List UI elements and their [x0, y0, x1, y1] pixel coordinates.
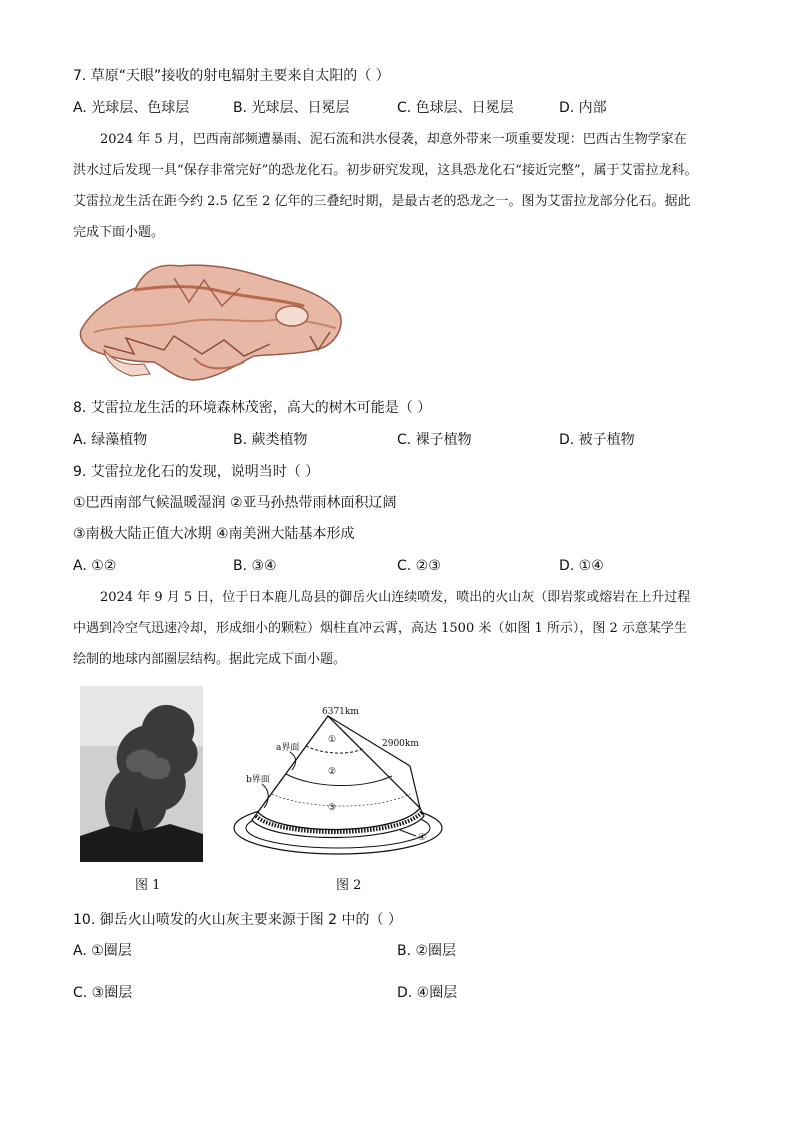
- q8-option-a: A. 绿藻植物: [73, 432, 148, 448]
- q9-option-b: B. ③④: [233, 558, 277, 574]
- interface-b-label: b界面: [246, 775, 270, 785]
- q10-option-d: D. ④圈层: [397, 985, 458, 1001]
- layer-1-label: ①: [328, 735, 337, 745]
- q8-option-c: C. 裸子植物: [397, 432, 472, 448]
- layer-2-label: ②: [328, 767, 337, 777]
- depth-label: 2900km: [382, 739, 419, 749]
- q7-option-d: D. 内部: [559, 100, 607, 116]
- q10-option-a: A. ①圈层: [73, 943, 132, 959]
- interface-a-label: a界面: [276, 743, 300, 753]
- passage-line: 洪水过后发现一具“保存非常完好”的恐龙化石。初步研究发现，这具恐龙化石“接近完整”，属于艾雷拉龙科。: [73, 163, 698, 178]
- q8-option-d: D. 被子植物: [559, 432, 635, 448]
- figure-2-caption: 图 2: [336, 878, 362, 893]
- layer-3-label: ③: [328, 803, 337, 813]
- passage-volcano: [73, 582, 723, 675]
- q7-option-b: B. 光球层、日冕层: [233, 100, 350, 116]
- dinosaur-fossil-image: [74, 258, 348, 384]
- earth-interior-diagram: [232, 704, 450, 864]
- figure-1-caption: 图 1: [135, 878, 161, 893]
- q10-option-b: B. ②圈层: [397, 943, 457, 959]
- radius-label: 6371km: [322, 707, 359, 717]
- q9-statements-1: ①巴西南部气候温暖湿润 ②亚马孙热带雨林面积辽阔: [73, 495, 397, 511]
- q7-option-c: C. 色球层、日冕层: [397, 100, 514, 116]
- passage-line: 中遇到冷空气迅速冷却，形成细小的颗粒）烟柱直冲云霄，高达 1500 米（如图 1 所示），图 2 示意某学生: [73, 621, 687, 636]
- q8-option-b: B. 蕨类植物: [233, 432, 308, 448]
- q7-option-a: A. 光球层、色球层: [73, 100, 190, 116]
- q9-stem: 9. 艾雷拉龙化石的发现，说明当时（ ）: [73, 464, 320, 480]
- q10-option-c: C. ③圈层: [73, 985, 133, 1001]
- q7-stem: 7. 草原“天眼”接收的射电辐射主要来自太阳的（ ）: [73, 68, 390, 84]
- q10-stem: 10. 御岳火山喷发的火山灰主要来源于图 2 中的（ ）: [73, 912, 402, 928]
- passage-line: 艾雷拉龙生活在距今约 2.5 亿至 2 亿年的三叠纪时期，是最古老的恐龙之一。图为艾雷拉龙部分化石。据此: [73, 194, 691, 209]
- passage-line: 完成下面小题。: [73, 225, 165, 240]
- passage-dinosaur: [73, 124, 723, 248]
- q9-option-c: C. ②③: [397, 558, 441, 574]
- q9-option-a: A. ①②: [73, 558, 117, 574]
- layer-4-label: ④: [418, 833, 427, 843]
- q9-statements-2: ③南极大陆正值大冰期 ④南美洲大陆基本形成: [73, 526, 355, 542]
- q8-stem: 8. 艾雷拉龙生活的环境森林茂密，高大的树木可能是（ ）: [73, 400, 432, 416]
- volcano-ash-photo: [80, 686, 203, 862]
- passage-line: 2024 年 5 月，巴西南部频遭暴雨、泥石流和洪水侵袭，却意外带来一项重要发现：巴西古生物学家在: [100, 132, 687, 147]
- passage-line: 绘制的地球内部圈层结构。据此完成下面小题。: [73, 652, 347, 667]
- q9-option-d: D. ①④: [559, 558, 604, 574]
- passage-line: 2024 年 9 月 5 日，位于日本鹿儿岛县的御岳火山连续喷发，喷出的火山灰（即岩浆或熔岩在上升过程: [100, 590, 691, 605]
